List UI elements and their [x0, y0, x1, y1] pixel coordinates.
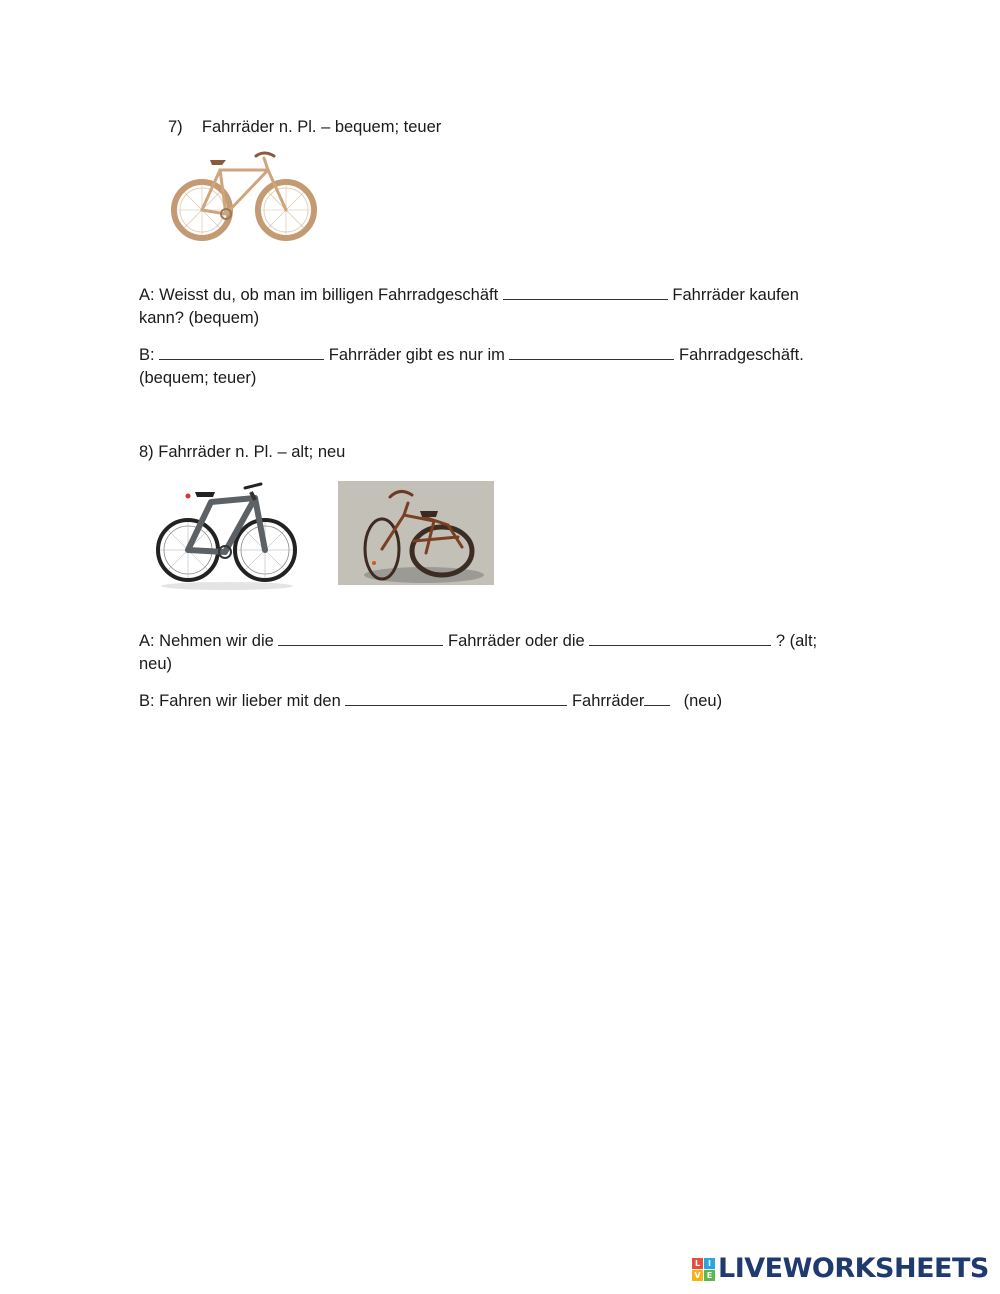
exercise-8-dialog-b [139, 688, 722, 713]
exercise-7-heading [168, 115, 441, 139]
liveworksheets-logo [692, 1254, 989, 1284]
exercise-7-b-blank-2[interactable] [509, 342, 674, 360]
logo-brand-text: LIVEWORKSHEETS [718, 1253, 989, 1284]
exercise-8-b-text-2: Fahrräder [571, 692, 645, 710]
exercise-8-b-blank-ending[interactable] [644, 688, 670, 706]
exercise-7-a-text-1: A: Weisst du, ob man im billigen Fahrradgeschäft [139, 286, 499, 304]
exercise-8-a-blank-1[interactable] [278, 628, 443, 646]
exercise-7-a-text-3: kann? (bequem) [139, 309, 260, 327]
exercise-7-b-text-1: B: [139, 346, 155, 364]
exercise-8-b-text-3: (neu) [683, 692, 723, 710]
exercise-8-a-text-3: ? (alt; [775, 632, 818, 650]
logo-tile-e: E [704, 1270, 715, 1281]
exercise-7-b-text-4: (bequem; teuer) [139, 369, 257, 387]
exercise-8-b-text-1: B: Fahren wir lieber mit den [139, 692, 341, 710]
logo-tile-l: L [692, 1258, 703, 1269]
exercise-8-a-text-1: A: Nehmen wir die [139, 632, 274, 650]
exercise-8-a-text-4: neu) [139, 655, 173, 673]
exercise-8-a-blank-2[interactable] [589, 628, 771, 646]
modern-bicycle-image [155, 470, 300, 592]
exercise-8-dialog-a [139, 628, 817, 653]
exercise-7-title: Fahrräder n. Pl. – bequem; teuer [201, 118, 442, 136]
logo-tiles-icon [692, 1258, 715, 1281]
exercise-8-b-blank-1[interactable] [345, 688, 567, 706]
vintage-bicycle-image [168, 148, 320, 244]
exercise-8-heading: 8) Fahrräder n. Pl. – alt; neu [139, 443, 346, 461]
exercise-7-a-text-2: Fahrräder kaufen [672, 286, 799, 304]
exercise-8-a-text-2: Fahrräder oder die [448, 632, 585, 650]
exercise-7-a-blank-1[interactable] [503, 282, 668, 300]
logo-tile-i: I [704, 1258, 715, 1269]
exercise-7-dialog-b [139, 342, 804, 367]
exercise-7-b-text-2: Fahrräder gibt es nur im [328, 346, 505, 364]
exercise-7-number: 7) [168, 118, 183, 136]
exercise-7-b-blank-1[interactable] [159, 342, 324, 360]
exercise-7-dialog-a [139, 282, 799, 307]
logo-tile-v: V [692, 1270, 703, 1281]
exercise-7-b-text-3: Fahrradgeschäft. [679, 346, 804, 364]
rusty-bicycle-image [338, 481, 494, 585]
